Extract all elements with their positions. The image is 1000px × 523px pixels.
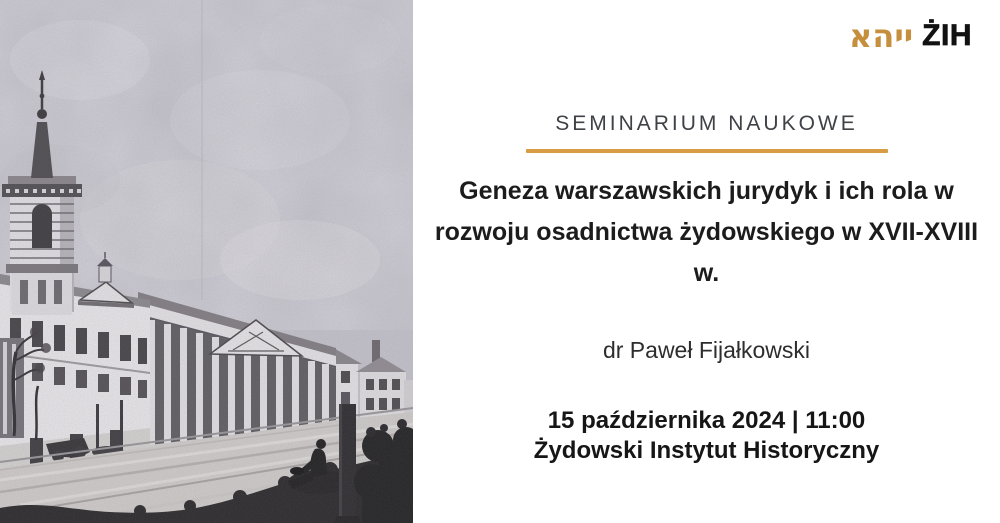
- seminar-meta: [413, 406, 1000, 466]
- seminar-title: Geneza warszawskich jurydyk i ich rola w rozwoju osadnictwa żydowskiego w XVII-XVIII w.: [434, 177, 979, 287]
- zih-logo-latin-text: ŻIH: [922, 19, 972, 52]
- zih-logo: [849, 17, 972, 55]
- seminar-datetime: 15 października 2024 | 11:00: [547, 407, 866, 434]
- announcement-panel: [413, 0, 1000, 523]
- engraving-image: [0, 0, 413, 523]
- accent-divider: [526, 149, 888, 153]
- seminar-venue: Żydowski Instytut Historyczny: [533, 437, 880, 464]
- hero-illustration: [0, 0, 413, 523]
- seminar-kicker: SEMINARIUM NAUKOWE: [555, 112, 858, 135]
- zih-logo-hebrew-text: ייהא: [849, 17, 914, 55]
- seminar-speaker: dr Paweł Fijałkowski: [602, 337, 811, 363]
